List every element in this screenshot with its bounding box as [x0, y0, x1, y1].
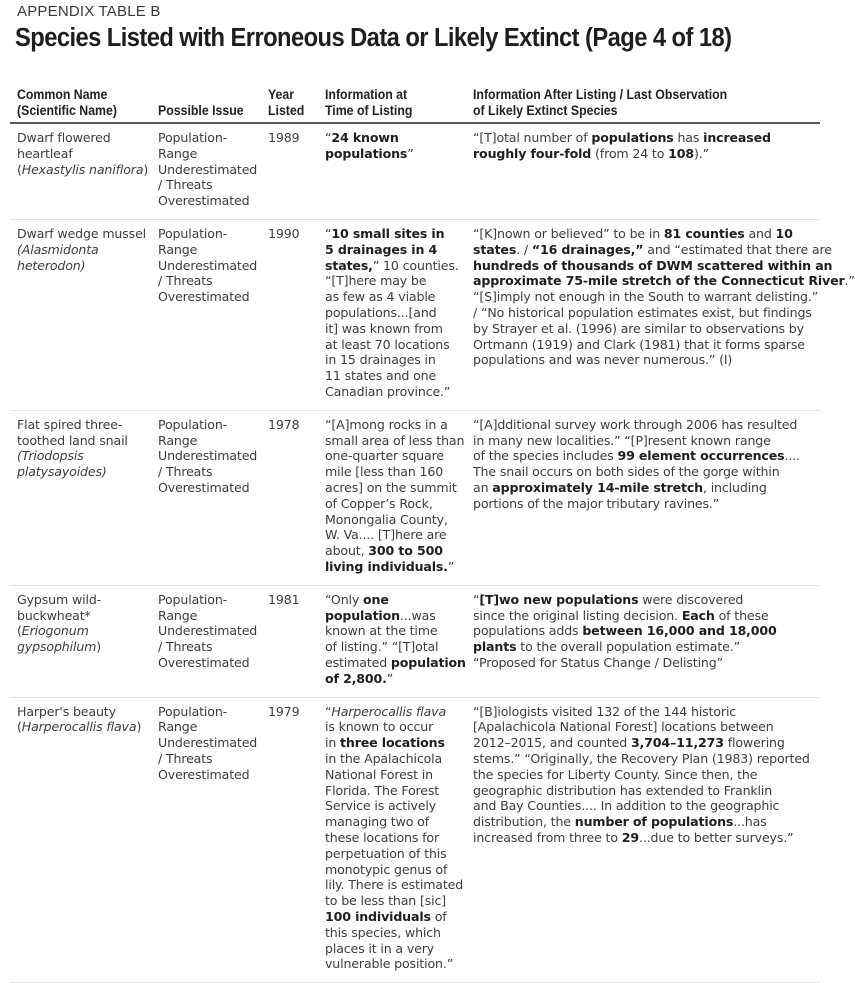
page-title: Species Listed with Erroneous Data or Likely Extinct (Page 4 of 18) [15, 24, 732, 52]
possible-issue-cell-line: / Threats [158, 639, 213, 655]
info-at-listing-cell-line: “24 known [325, 130, 399, 145]
possible-issue-cell-line: Range [158, 145, 198, 161]
info-at-listing-cell [325, 226, 459, 400]
table-header [10, 85, 820, 124]
info-at-listing-cell-line: living individuals.” [325, 558, 455, 574]
possible-issue-cell-line: Range [158, 719, 198, 735]
info-after-listing-cell-line: distribution, the number of populations...has [473, 814, 767, 830]
info-at-listing-cell-line: “[A]mong rocks in a [325, 416, 448, 432]
info-at-listing-cell [325, 592, 466, 687]
possible-issue-cell-line: / Threats [158, 177, 213, 193]
common-name-cell-line: (Alasmidonta [17, 241, 99, 257]
possible-issue-cell [158, 226, 257, 305]
info-at-listing-cell-line: states,” 10 counties. [325, 257, 459, 273]
info-after-listing-cell-line: the species for Liberty County. Since then, the [473, 766, 758, 782]
header-common-name-line1: Common Name [17, 87, 108, 102]
header-info-after-line1: Information After Listing / Last Observation [473, 87, 728, 102]
possible-issue-cell [158, 704, 257, 783]
info-at-listing-cell-line: Service is actively [325, 798, 436, 814]
common-name-cell-line: Gypsum wild- [17, 591, 102, 607]
header-possible-issue [158, 103, 244, 119]
info-after-listing-cell-line: roughly four-fold (from 24 to 108).” [473, 145, 709, 161]
common-name-cell [17, 704, 141, 736]
info-at-listing-cell [325, 704, 463, 973]
year-listed-cell-line: 1990 [268, 226, 300, 241]
header-info-at-listing [325, 87, 412, 119]
info-after-listing-cell-line: “[S]imply not enough in the South to warrant delisting.” [473, 289, 819, 305]
common-name-cell-line: gypsophilum) [17, 639, 102, 655]
info-at-listing-cell-line: of listing.” “[T]otal [325, 639, 439, 655]
info-at-listing-cell-line: known at the time [325, 623, 438, 639]
info-at-listing-cell-line: at least 70 locations [325, 336, 450, 352]
common-name-cell-line: Flat spired three- [17, 416, 123, 432]
info-after-listing-cell-line: approximate 75-mile stretch of the Connecticut River.” [473, 273, 855, 289]
possible-issue-cell-line: Underestimated [158, 735, 258, 751]
info-after-listing-cell-line: and Bay Counties.... In addition to the geographic [473, 798, 780, 814]
info-at-listing-cell-line: population...was [325, 607, 436, 623]
info-at-listing-cell-line: managing two of [325, 814, 429, 830]
info-after-listing-cell [473, 226, 855, 368]
common-name-cell-line: platysayoides) [17, 464, 107, 480]
possible-issue-cell [158, 417, 257, 496]
possible-issue-cell-line: Population- [158, 226, 228, 241]
header-info-at-line2: Time of Listing [325, 103, 413, 118]
info-at-listing-cell-line: in the Apalachicola [325, 750, 443, 766]
info-after-listing-cell-line: populations adds between 16,000 and 18,000 [473, 623, 777, 639]
info-after-listing-cell-line: populations and was never numerous.” (I) [473, 352, 733, 368]
info-at-listing-cell-line: acres] on the summit [325, 479, 457, 495]
common-name-cell-line: Dwarf flowered [17, 130, 111, 145]
info-after-listing-cell-line: The snail occurs on both sides of the gorge within [473, 464, 780, 480]
info-after-listing-cell-line: 2012–2015, and counted 3,704–11,273 flowering [473, 735, 785, 751]
common-name-cell-line: (Harperocallis flava) [17, 719, 142, 735]
info-after-listing-cell-line: states. / “16 drainages,” and “estimated that there are [473, 241, 832, 257]
year-listed-cell-line: 1979 [268, 703, 300, 719]
table-row [10, 698, 820, 983]
possible-issue-cell-line: Range [158, 241, 198, 257]
info-after-listing-cell-line: portions of the major tributary ravines.” [473, 495, 720, 511]
info-after-listing-cell-line: geographic distribution has extended to Franklin [473, 782, 773, 798]
common-name-cell-line: Harper's beauty [17, 703, 116, 719]
year-listed-cell-line: 1978 [268, 416, 300, 432]
info-at-listing-cell-line: “Only one [325, 591, 389, 607]
header-info-after-listing [473, 87, 727, 119]
info-after-listing-cell-line: [Apalachicola National Forest] locations between [473, 719, 774, 735]
possible-issue-cell-line: Overestimated [158, 289, 250, 305]
common-name-cell [17, 417, 128, 480]
info-after-listing-cell-line: “[T]otal number of populations has increased [473, 130, 771, 145]
header-possible-issue-line1: Possible Issue [158, 103, 244, 118]
species-table [0, 85, 855, 983]
possible-issue-cell-line: Underestimated [158, 257, 258, 273]
info-at-listing-cell-line: lily. There is estimated [325, 877, 464, 893]
possible-issue-cell [158, 130, 257, 209]
possible-issue-cell-line: Underestimated [158, 623, 258, 639]
header-year-line1: Year [268, 87, 295, 102]
common-name-cell-line: (Hexastylis naniflora) [17, 161, 149, 177]
info-after-listing-cell-line: “Proposed for Status Change / Delisting” [473, 654, 723, 670]
possible-issue-cell-line: Overestimated [158, 479, 250, 495]
info-after-listing-cell-line: “[T]wo new populations were discovered [473, 591, 744, 607]
possible-issue-cell-line: Population- [158, 591, 228, 607]
info-after-listing-cell-line: an approximately 14-mile stretch, including [473, 479, 767, 495]
info-after-listing-cell-line: “[B]iologists visited 132 of the 144 historic [473, 703, 737, 719]
info-at-listing-cell-line: in 15 drainages in [325, 352, 436, 368]
year-listed-cell-line: 1989 [268, 130, 300, 145]
year-listed-cell-line: 1981 [268, 591, 300, 607]
info-at-listing-cell-line: is known to occur [325, 719, 434, 735]
possible-issue-cell-line: Overestimated [158, 654, 250, 670]
common-name-cell-line: heartleaf [17, 145, 73, 161]
info-after-listing-cell-line: hundreds of thousands of DWM scattered within an [473, 257, 833, 273]
info-after-listing-cell [473, 130, 771, 162]
year-listed-cell [268, 704, 299, 720]
info-at-listing-cell-line: 100 individuals of [325, 908, 447, 924]
possible-issue-cell-line: Population- [158, 703, 228, 719]
info-after-listing-cell-line: / “No historical population estimates exist, but findings [473, 304, 812, 320]
common-name-cell-line: Dwarf wedge mussel [17, 226, 147, 241]
info-at-listing-cell-line: of Copper’s Rock, [325, 495, 433, 511]
info-at-listing-cell-line: to be less than [sic] [325, 893, 447, 909]
info-at-listing-cell-line: populations...[and [325, 304, 437, 320]
info-at-listing-cell-line: “[T]here may be [325, 273, 427, 289]
info-at-listing-cell-line: populations” [325, 145, 414, 161]
info-at-listing-cell-line: it] was known from [325, 320, 443, 336]
year-listed-cell [268, 130, 299, 146]
common-name-cell-line: heterodon) [17, 257, 86, 273]
info-at-listing-cell-line: this species, which [325, 924, 441, 940]
info-at-listing-cell-line: Florida. The Forest [325, 782, 440, 798]
year-listed-cell [268, 417, 299, 433]
year-listed-cell [268, 226, 299, 242]
info-at-listing-cell-line: as few as 4 viable [325, 289, 436, 305]
header-year-listed [268, 87, 304, 119]
info-at-listing-cell-line: National Forest in [325, 766, 433, 782]
table-row [10, 124, 820, 220]
possible-issue-cell-line: Range [158, 432, 198, 448]
info-at-listing-cell-line: “10 small sites in [325, 226, 445, 241]
info-at-listing-cell-line: monotypic genus of [325, 861, 448, 877]
common-name-cell-line: toothed land snail [17, 432, 128, 448]
info-at-listing-cell-line: perpetuation of this [325, 845, 447, 861]
info-after-listing-cell-line: “[K]nown or believed” to be in 81 counties and 10 [473, 226, 793, 241]
year-listed-cell [268, 592, 299, 608]
possible-issue-cell-line: Underestimated [158, 448, 258, 464]
info-at-listing-cell-line: mile [less than 160 [325, 464, 444, 480]
info-at-listing-cell [325, 417, 464, 575]
info-at-listing-cell-line: 5 drainages in 4 [325, 241, 438, 257]
info-at-listing-cell-line: W. Va.... [T]here are [325, 527, 447, 543]
header-common-name [17, 87, 117, 119]
header-info-at-line1: Information at [325, 87, 408, 102]
info-at-listing-cell-line: vulnerable position.” [325, 956, 454, 972]
info-at-listing-cell-line: in three locations [325, 735, 445, 751]
common-name-cell [17, 130, 148, 177]
possible-issue-cell-line: Overestimated [158, 766, 250, 782]
info-at-listing-cell-line: 11 states and one [325, 368, 437, 384]
table-row [10, 411, 820, 586]
info-at-listing-cell-line: places it in a very [325, 940, 435, 956]
info-after-listing-cell [473, 417, 800, 512]
info-after-listing-cell-line: increased from three to 29...due to better surveys.” [473, 829, 794, 845]
info-after-listing-cell-line: of the species includes 99 element occurrences.... [473, 448, 800, 464]
info-at-listing-cell [325, 130, 414, 162]
possible-issue-cell-line: / Threats [158, 464, 213, 480]
common-name-cell [17, 226, 146, 273]
info-at-listing-cell-line: “Harperocallis flava [325, 703, 447, 719]
table-row [10, 586, 820, 698]
possible-issue-cell [158, 592, 257, 671]
header-info-after-line2: of Likely Extinct Species [473, 103, 618, 118]
info-after-listing-cell-line: since the original listing decision. Each of these [473, 607, 769, 623]
header-common-name-line2: (Scientific Name) [17, 103, 117, 118]
possible-issue-cell-line: / Threats [158, 273, 213, 289]
table-body [0, 124, 855, 983]
appendix-kicker: APPENDIX TABLE B [17, 3, 161, 20]
info-after-listing-cell-line: Ortmann (1919) and Clark (1981) that it forms sparse [473, 336, 805, 352]
common-name-cell-line: (Eriogonum [17, 623, 89, 639]
header-year-line2: Listed [268, 103, 305, 118]
info-at-listing-cell-line: Monongalia County, [325, 511, 448, 527]
common-name-cell [17, 592, 101, 655]
info-after-listing-cell-line: in many new localities.” “[P]resent known range [473, 432, 771, 448]
common-name-cell-line: (Triodopsis [17, 448, 84, 464]
possible-issue-cell-line: Overestimated [158, 193, 250, 209]
info-after-listing-cell-line: “[A]dditional survey work through 2006 has resulted [473, 416, 798, 432]
info-after-listing-cell [473, 704, 810, 846]
info-at-listing-cell-line: about, 300 to 500 [325, 543, 443, 559]
info-at-listing-cell-line: these locations for [325, 829, 439, 845]
info-at-listing-cell-line: small area of less than [325, 432, 465, 448]
possible-issue-cell-line: Population- [158, 416, 228, 432]
info-at-listing-cell-line: one-quarter square [325, 448, 444, 464]
possible-issue-cell-line: Population- [158, 130, 228, 145]
info-after-listing-cell-line: by Strayer et al. (1996) are similar to observations by [473, 320, 804, 336]
info-after-listing-cell-line: plants to the overall population estimate.” [473, 639, 740, 655]
info-at-listing-cell-line: Canadian province.” [325, 383, 451, 399]
info-after-listing-cell-line: stems.” “Originally, the Recovery Plan (1983) reported [473, 750, 810, 766]
common-name-cell-line: buckwheat* [17, 607, 91, 623]
possible-issue-cell-line: / Threats [158, 750, 213, 766]
table-row [10, 220, 855, 411]
info-at-listing-cell-line: of 2,800.” [325, 670, 394, 686]
possible-issue-cell-line: Range [158, 607, 198, 623]
info-after-listing-cell [473, 592, 777, 671]
info-at-listing-cell-line: estimated population [325, 654, 466, 670]
possible-issue-cell-line: Underestimated [158, 161, 258, 177]
